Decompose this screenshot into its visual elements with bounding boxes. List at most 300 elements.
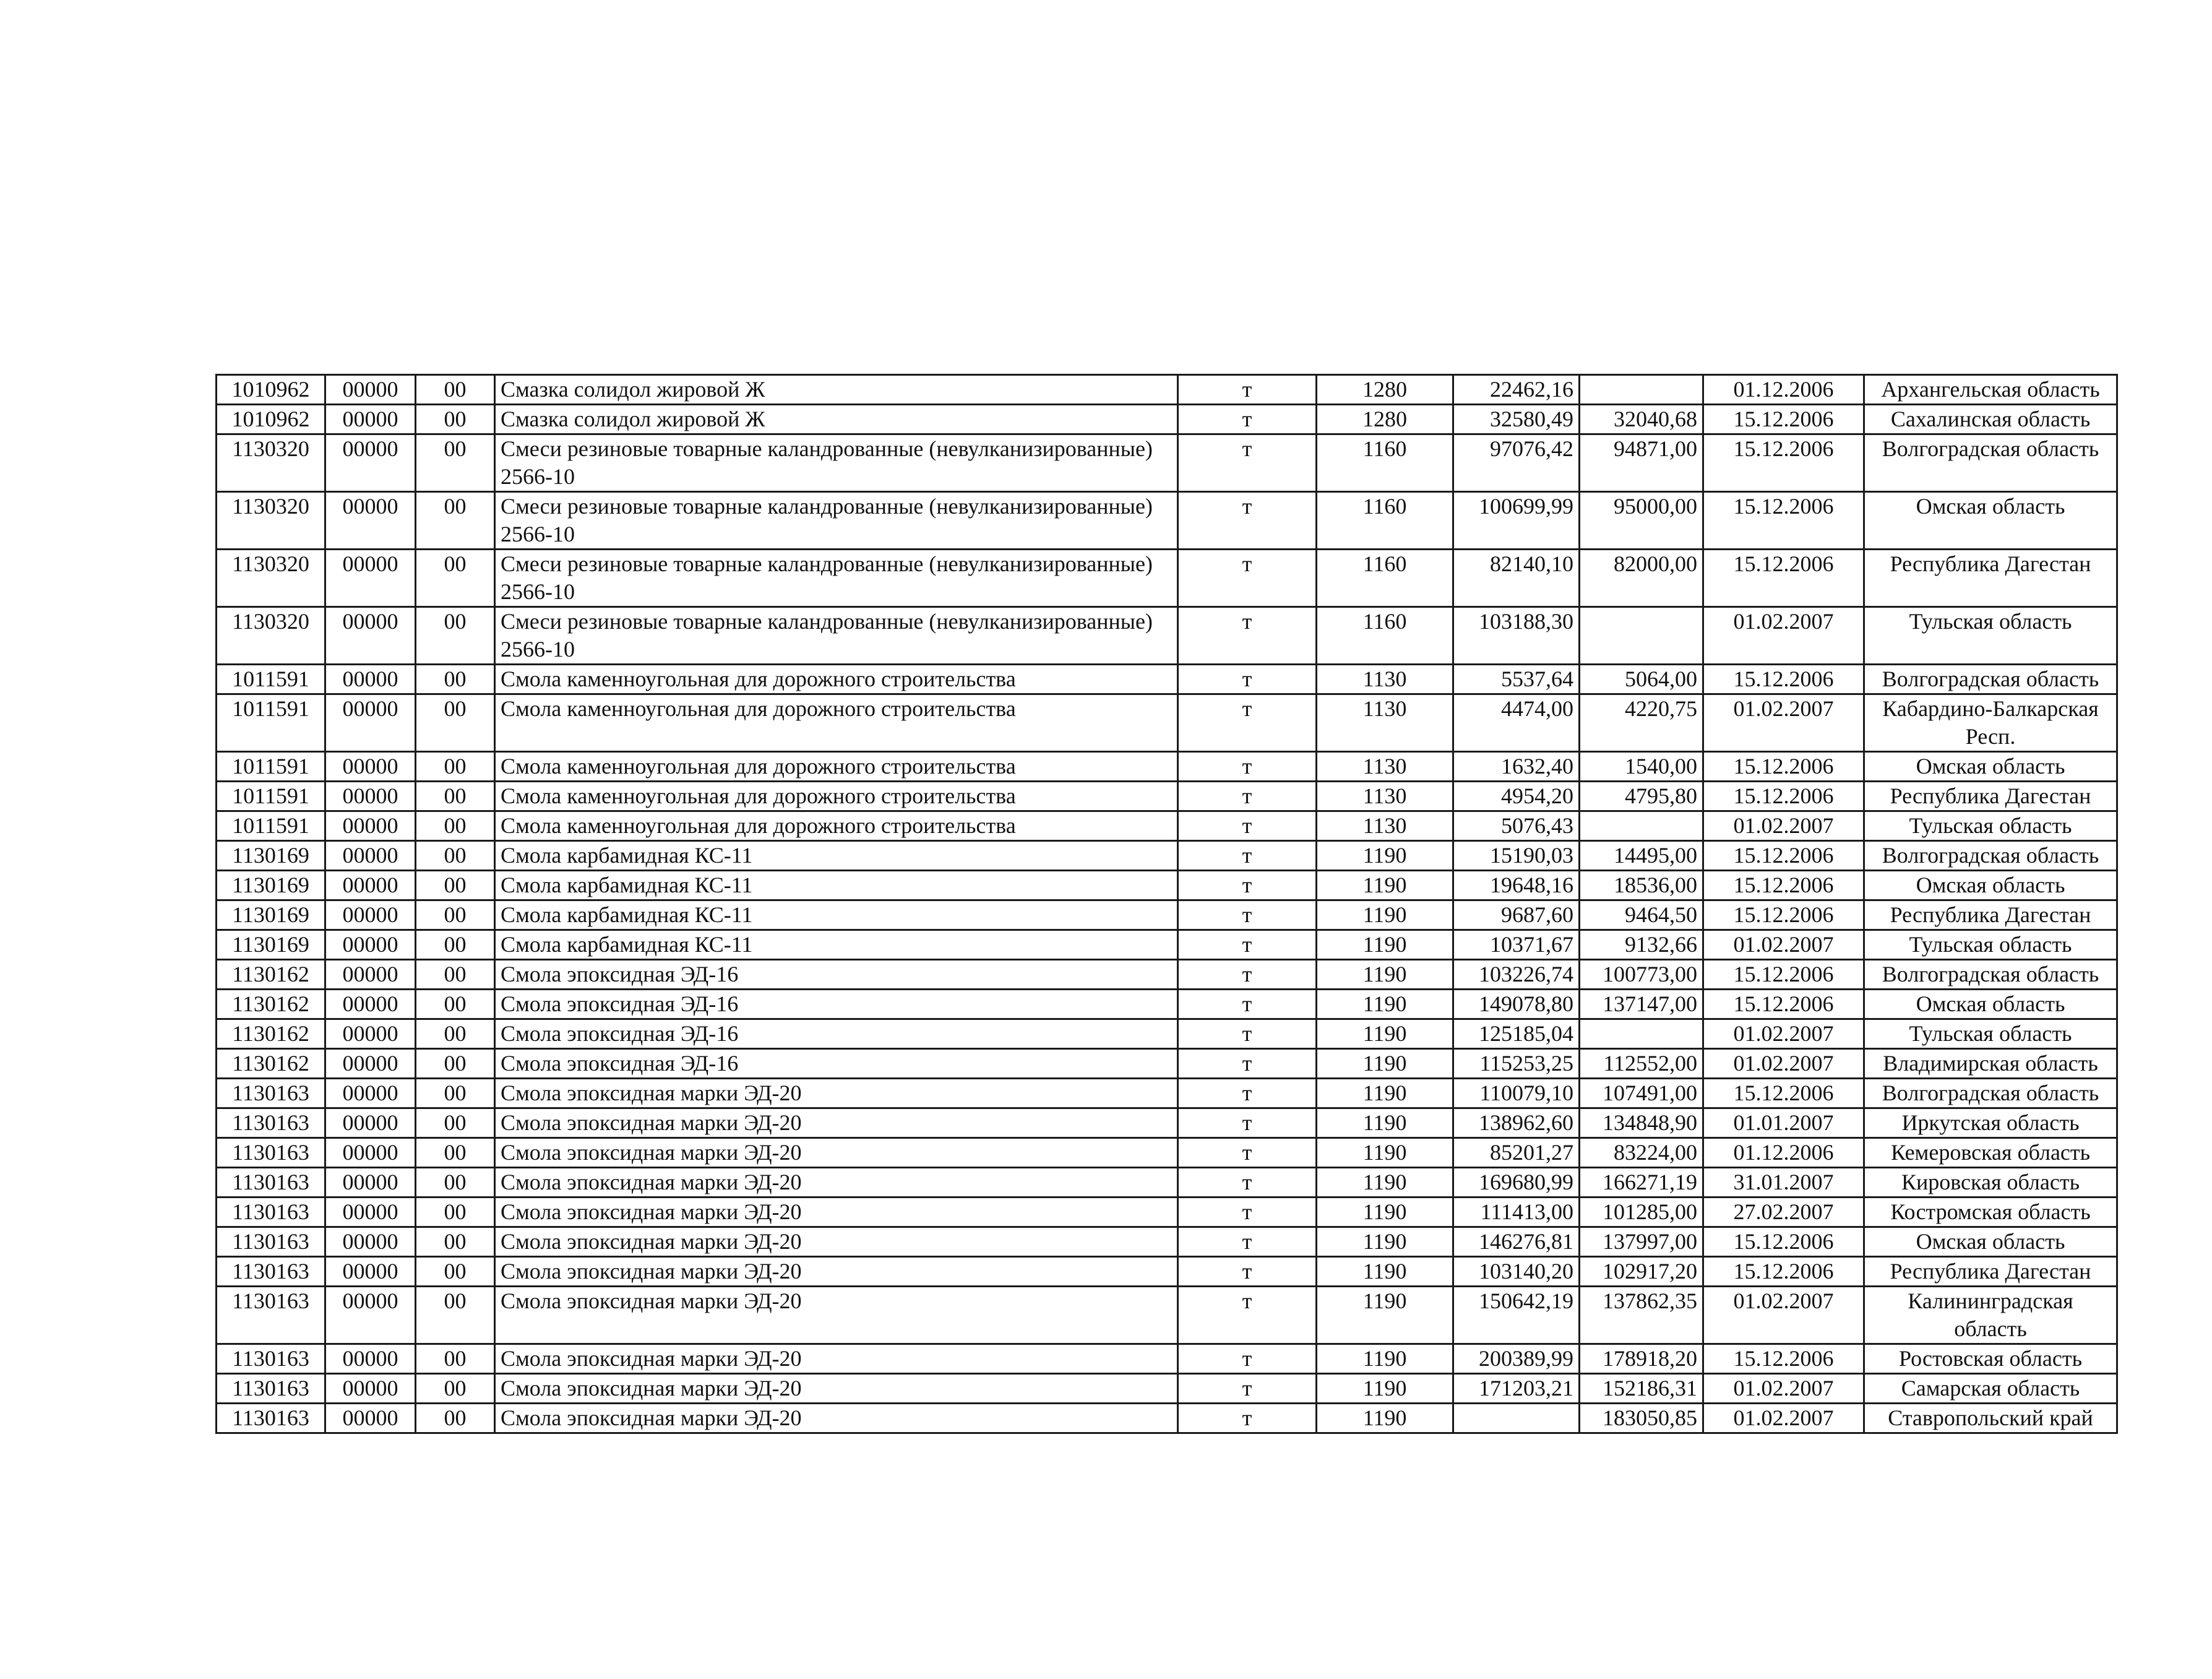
table-row bbox=[217, 1227, 2117, 1257]
product-name-cell: Смола каменноугольная для дорожного строительства bbox=[495, 752, 1178, 782]
region-cell: Ставропольский край bbox=[1864, 1404, 2117, 1433]
group-code-cell: 00 bbox=[416, 1374, 495, 1404]
table-row bbox=[217, 1049, 2117, 1079]
region-cell: Омская область bbox=[1864, 1227, 2117, 1257]
date-cell: 15.12.2006 bbox=[1703, 841, 1864, 871]
unit-cell: т bbox=[1178, 1108, 1317, 1138]
product-code-cell: 1011591 bbox=[217, 782, 325, 811]
region-cell: Республика Дагестан bbox=[1864, 900, 2117, 930]
unit-code-cell: 1190 bbox=[1317, 930, 1453, 960]
unit-cell: т bbox=[1178, 930, 1317, 960]
unit-code-cell: 1190 bbox=[1317, 1198, 1453, 1227]
sub-code-cell: 00000 bbox=[325, 1198, 416, 1227]
table-row bbox=[217, 930, 2117, 960]
date-cell: 15.12.2006 bbox=[1703, 665, 1864, 694]
price-2-cell: 100773,00 bbox=[1580, 960, 1703, 990]
date-cell: 31.01.2007 bbox=[1703, 1168, 1864, 1198]
unit-cell: т bbox=[1178, 900, 1317, 930]
unit-code-cell: 1160 bbox=[1317, 492, 1453, 550]
region-cell: Волгоградская область bbox=[1864, 434, 2117, 492]
table-row bbox=[217, 405, 2117, 434]
product-name-cell: Смеси резиновые товарные каландрованные (невулканизированные) 2566-10 bbox=[495, 607, 1178, 665]
table-row bbox=[217, 900, 2117, 930]
price-1-cell: 171203,21 bbox=[1453, 1374, 1580, 1404]
unit-code-cell: 1190 bbox=[1317, 1404, 1453, 1433]
price-2-cell: 9132,66 bbox=[1580, 930, 1703, 960]
region-cell: Костромская область bbox=[1864, 1198, 2117, 1227]
table-body bbox=[217, 375, 2117, 1433]
price-1-cell: 1632,40 bbox=[1453, 752, 1580, 782]
sub-code-cell: 00000 bbox=[325, 492, 416, 550]
price-1-cell: 32580,49 bbox=[1453, 405, 1580, 434]
price-2-cell: 5064,00 bbox=[1580, 665, 1703, 694]
unit-code-cell: 1190 bbox=[1317, 1108, 1453, 1138]
price-1-cell: 82140,10 bbox=[1453, 550, 1580, 607]
unit-cell: т bbox=[1178, 1287, 1317, 1344]
region-cell: Самарская область bbox=[1864, 1374, 2117, 1404]
price-1-cell: 169680,99 bbox=[1453, 1168, 1580, 1198]
product-name-cell: Смола эпоксидная марки ЭД-20 bbox=[495, 1227, 1178, 1257]
table-row bbox=[217, 782, 2117, 811]
unit-cell: т bbox=[1178, 434, 1317, 492]
product-name-cell: Смола эпоксидная марки ЭД-20 bbox=[495, 1374, 1178, 1404]
price-1-cell: 19648,16 bbox=[1453, 871, 1580, 900]
product-code-cell: 1130163 bbox=[217, 1257, 325, 1287]
group-code-cell: 00 bbox=[416, 811, 495, 841]
sub-code-cell: 00000 bbox=[325, 990, 416, 1019]
product-name-cell: Смола эпоксидная ЭД-16 bbox=[495, 990, 1178, 1019]
product-code-cell: 1011591 bbox=[217, 665, 325, 694]
region-cell: Кабардино-Балкарская Респ. bbox=[1864, 694, 2117, 752]
table-row bbox=[217, 607, 2117, 665]
group-code-cell: 00 bbox=[416, 434, 495, 492]
group-code-cell: 00 bbox=[416, 752, 495, 782]
date-cell: 01.12.2006 bbox=[1703, 1138, 1864, 1168]
region-cell: Волгоградская область bbox=[1864, 1079, 2117, 1108]
sub-code-cell: 00000 bbox=[325, 1168, 416, 1198]
group-code-cell: 00 bbox=[416, 990, 495, 1019]
unit-cell: т bbox=[1178, 1019, 1317, 1049]
product-code-cell: 1010962 bbox=[217, 375, 325, 405]
group-code-cell: 00 bbox=[416, 694, 495, 752]
region-cell: Республика Дагестан bbox=[1864, 782, 2117, 811]
unit-cell: т bbox=[1178, 1138, 1317, 1168]
table-row bbox=[217, 1287, 2117, 1344]
price-1-cell: 4954,20 bbox=[1453, 782, 1580, 811]
product-code-cell: 1011591 bbox=[217, 752, 325, 782]
product-code-cell: 1130320 bbox=[217, 550, 325, 607]
table-row bbox=[217, 1108, 2117, 1138]
table-row bbox=[217, 665, 2117, 694]
price-1-cell: 9687,60 bbox=[1453, 900, 1580, 930]
sub-code-cell: 00000 bbox=[325, 1138, 416, 1168]
product-code-cell: 1130163 bbox=[217, 1287, 325, 1344]
price-2-cell: 95000,00 bbox=[1580, 492, 1703, 550]
product-code-cell: 1130163 bbox=[217, 1108, 325, 1138]
product-name-cell: Смола эпоксидная марки ЭД-20 bbox=[495, 1404, 1178, 1433]
table-row bbox=[217, 1198, 2117, 1227]
group-code-cell: 00 bbox=[416, 871, 495, 900]
group-code-cell: 00 bbox=[416, 375, 495, 405]
product-name-cell: Смола карбамидная КС-11 bbox=[495, 900, 1178, 930]
unit-code-cell: 1130 bbox=[1317, 811, 1453, 841]
unit-cell: т bbox=[1178, 550, 1317, 607]
date-cell: 15.12.2006 bbox=[1703, 550, 1864, 607]
region-cell: Омская область bbox=[1864, 752, 2117, 782]
price-1-cell: 103226,74 bbox=[1453, 960, 1580, 990]
product-name-cell: Смола каменноугольная для дорожного строительства bbox=[495, 811, 1178, 841]
sub-code-cell: 00000 bbox=[325, 665, 416, 694]
product-code-cell: 1130163 bbox=[217, 1344, 325, 1374]
unit-code-cell: 1190 bbox=[1317, 900, 1453, 930]
sub-code-cell: 00000 bbox=[325, 375, 416, 405]
region-cell: Калининградская область bbox=[1864, 1287, 2117, 1344]
price-2-cell: 32040,68 bbox=[1580, 405, 1703, 434]
region-cell: Омская область bbox=[1864, 871, 2117, 900]
price-1-cell bbox=[1453, 1404, 1580, 1433]
product-code-cell: 1130163 bbox=[217, 1168, 325, 1198]
region-cell: Кемеровская область bbox=[1864, 1138, 2117, 1168]
unit-code-cell: 1190 bbox=[1317, 1079, 1453, 1108]
price-1-cell: 103140,20 bbox=[1453, 1257, 1580, 1287]
product-name-cell: Смола карбамидная КС-11 bbox=[495, 871, 1178, 900]
unit-cell: т bbox=[1178, 1198, 1317, 1227]
price-1-cell: 149078,80 bbox=[1453, 990, 1580, 1019]
group-code-cell: 00 bbox=[416, 841, 495, 871]
table-row bbox=[217, 1138, 2117, 1168]
price-2-cell: 1540,00 bbox=[1580, 752, 1703, 782]
date-cell: 15.12.2006 bbox=[1703, 990, 1864, 1019]
product-name-cell: Смола каменноугольная для дорожного строительства bbox=[495, 782, 1178, 811]
group-code-cell: 00 bbox=[416, 900, 495, 930]
sub-code-cell: 00000 bbox=[325, 1227, 416, 1257]
table-row bbox=[217, 871, 2117, 900]
unit-cell: т bbox=[1178, 1168, 1317, 1198]
price-1-cell: 138962,60 bbox=[1453, 1108, 1580, 1138]
product-name-cell: Смола каменноугольная для дорожного строительства bbox=[495, 665, 1178, 694]
price-1-cell: 22462,16 bbox=[1453, 375, 1580, 405]
group-code-cell: 00 bbox=[416, 1344, 495, 1374]
sub-code-cell: 00000 bbox=[325, 434, 416, 492]
price-1-cell: 5076,43 bbox=[1453, 811, 1580, 841]
sub-code-cell: 00000 bbox=[325, 1049, 416, 1079]
sub-code-cell: 00000 bbox=[325, 782, 416, 811]
price-2-cell: 83224,00 bbox=[1580, 1138, 1703, 1168]
product-code-cell: 1130162 bbox=[217, 990, 325, 1019]
unit-code-cell: 1130 bbox=[1317, 782, 1453, 811]
price-2-cell: 134848,90 bbox=[1580, 1108, 1703, 1138]
group-code-cell: 00 bbox=[416, 492, 495, 550]
sub-code-cell: 00000 bbox=[325, 1108, 416, 1138]
unit-code-cell: 1190 bbox=[1317, 841, 1453, 871]
price-1-cell: 10371,67 bbox=[1453, 930, 1580, 960]
date-cell: 15.12.2006 bbox=[1703, 752, 1864, 782]
product-code-cell: 1130320 bbox=[217, 434, 325, 492]
product-name-cell: Смеси резиновые товарные каландрованные (невулканизированные) 2566-10 bbox=[495, 434, 1178, 492]
price-2-cell: 18536,00 bbox=[1580, 871, 1703, 900]
product-code-cell: 1130163 bbox=[217, 1138, 325, 1168]
unit-code-cell: 1190 bbox=[1317, 1344, 1453, 1374]
group-code-cell: 00 bbox=[416, 405, 495, 434]
table-row bbox=[217, 752, 2117, 782]
date-cell: 15.12.2006 bbox=[1703, 871, 1864, 900]
product-code-cell: 1130162 bbox=[217, 960, 325, 990]
unit-code-cell: 1280 bbox=[1317, 405, 1453, 434]
date-cell: 01.02.2007 bbox=[1703, 1019, 1864, 1049]
product-name-cell: Смола эпоксидная марки ЭД-20 bbox=[495, 1257, 1178, 1287]
product-name-cell: Смола эпоксидная ЭД-16 bbox=[495, 960, 1178, 990]
date-cell: 27.02.2007 bbox=[1703, 1198, 1864, 1227]
unit-code-cell: 1160 bbox=[1317, 607, 1453, 665]
region-cell: Волгоградская область bbox=[1864, 841, 2117, 871]
unit-code-cell: 1190 bbox=[1317, 990, 1453, 1019]
price-1-cell: 146276,81 bbox=[1453, 1227, 1580, 1257]
unit-cell: т bbox=[1178, 871, 1317, 900]
sub-code-cell: 00000 bbox=[325, 752, 416, 782]
price-1-cell: 100699,99 bbox=[1453, 492, 1580, 550]
sub-code-cell: 00000 bbox=[325, 871, 416, 900]
date-cell: 01.02.2007 bbox=[1703, 694, 1864, 752]
product-code-cell: 1130162 bbox=[217, 1019, 325, 1049]
sub-code-cell: 00000 bbox=[325, 550, 416, 607]
price-2-cell: 102917,20 bbox=[1580, 1257, 1703, 1287]
date-cell: 01.01.2007 bbox=[1703, 1108, 1864, 1138]
product-code-cell: 1130169 bbox=[217, 900, 325, 930]
date-cell: 01.02.2007 bbox=[1703, 1287, 1864, 1344]
group-code-cell: 00 bbox=[416, 1079, 495, 1108]
table-row bbox=[217, 841, 2117, 871]
product-code-cell: 1011591 bbox=[217, 694, 325, 752]
region-cell: Сахалинская область bbox=[1864, 405, 2117, 434]
date-cell: 01.12.2006 bbox=[1703, 375, 1864, 405]
product-name-cell: Смола эпоксидная марки ЭД-20 bbox=[495, 1079, 1178, 1108]
unit-code-cell: 1190 bbox=[1317, 1019, 1453, 1049]
price-2-cell: 183050,85 bbox=[1580, 1404, 1703, 1433]
price-2-cell: 107491,00 bbox=[1580, 1079, 1703, 1108]
price-2-cell: 4795,80 bbox=[1580, 782, 1703, 811]
region-cell: Волгоградская область bbox=[1864, 960, 2117, 990]
table-row bbox=[217, 1374, 2117, 1404]
region-cell: Архангельская область bbox=[1864, 375, 2117, 405]
product-code-cell: 1130169 bbox=[217, 930, 325, 960]
product-name-cell: Смола эпоксидная марки ЭД-20 bbox=[495, 1108, 1178, 1138]
product-name-cell: Смола карбамидная КС-11 bbox=[495, 930, 1178, 960]
region-cell: Тульская область bbox=[1864, 930, 2117, 960]
group-code-cell: 00 bbox=[416, 1138, 495, 1168]
group-code-cell: 00 bbox=[416, 1257, 495, 1287]
unit-code-cell: 1130 bbox=[1317, 752, 1453, 782]
region-cell: Владимирская область bbox=[1864, 1049, 2117, 1079]
table-row bbox=[217, 550, 2117, 607]
price-2-cell: 82000,00 bbox=[1580, 550, 1703, 607]
sub-code-cell: 00000 bbox=[325, 1079, 416, 1108]
unit-cell: т bbox=[1178, 960, 1317, 990]
table-row bbox=[217, 1079, 2117, 1108]
product-name-cell: Смола эпоксидная ЭД-16 bbox=[495, 1019, 1178, 1049]
region-cell: Тульская область bbox=[1864, 1019, 2117, 1049]
date-cell: 01.02.2007 bbox=[1703, 1374, 1864, 1404]
product-name-cell: Смеси резиновые товарные каландрованные (невулканизированные) 2566-10 bbox=[495, 492, 1178, 550]
group-code-cell: 00 bbox=[416, 607, 495, 665]
price-1-cell: 200389,99 bbox=[1453, 1344, 1580, 1374]
unit-code-cell: 1190 bbox=[1317, 1049, 1453, 1079]
sub-code-cell: 00000 bbox=[325, 811, 416, 841]
date-cell: 15.12.2006 bbox=[1703, 782, 1864, 811]
product-code-cell: 1130169 bbox=[217, 841, 325, 871]
date-cell: 15.12.2006 bbox=[1703, 900, 1864, 930]
table-row bbox=[217, 1019, 2117, 1049]
table-row bbox=[217, 990, 2117, 1019]
group-code-cell: 00 bbox=[416, 1108, 495, 1138]
date-cell: 15.12.2006 bbox=[1703, 434, 1864, 492]
group-code-cell: 00 bbox=[416, 1404, 495, 1433]
product-code-cell: 1130162 bbox=[217, 1049, 325, 1079]
price-1-cell: 115253,25 bbox=[1453, 1049, 1580, 1079]
group-code-cell: 00 bbox=[416, 782, 495, 811]
date-cell: 01.02.2007 bbox=[1703, 607, 1864, 665]
unit-cell: т bbox=[1178, 1374, 1317, 1404]
product-name-cell: Смола эпоксидная марки ЭД-20 bbox=[495, 1344, 1178, 1374]
sub-code-cell: 00000 bbox=[325, 841, 416, 871]
group-code-cell: 00 bbox=[416, 960, 495, 990]
sub-code-cell: 00000 bbox=[325, 1344, 416, 1374]
date-cell: 15.12.2006 bbox=[1703, 1227, 1864, 1257]
date-cell: 15.12.2006 bbox=[1703, 960, 1864, 990]
price-1-cell: 85201,27 bbox=[1453, 1138, 1580, 1168]
unit-cell: т bbox=[1178, 405, 1317, 434]
unit-cell: т bbox=[1178, 607, 1317, 665]
price-2-cell: 178918,20 bbox=[1580, 1344, 1703, 1374]
table-row bbox=[217, 1257, 2117, 1287]
product-code-cell: 1130163 bbox=[217, 1374, 325, 1404]
region-cell: Республика Дагестан bbox=[1864, 1257, 2117, 1287]
product-code-cell: 1011591 bbox=[217, 811, 325, 841]
sub-code-cell: 00000 bbox=[325, 900, 416, 930]
price-1-cell: 5537,64 bbox=[1453, 665, 1580, 694]
sub-code-cell: 00000 bbox=[325, 1374, 416, 1404]
unit-cell: т bbox=[1178, 694, 1317, 752]
unit-code-cell: 1190 bbox=[1317, 1227, 1453, 1257]
group-code-cell: 00 bbox=[416, 1227, 495, 1257]
date-cell: 15.12.2006 bbox=[1703, 1079, 1864, 1108]
price-2-cell bbox=[1580, 607, 1703, 665]
price-2-cell: 137997,00 bbox=[1580, 1227, 1703, 1257]
unit-code-cell: 1190 bbox=[1317, 1257, 1453, 1287]
group-code-cell: 00 bbox=[416, 550, 495, 607]
unit-code-cell: 1130 bbox=[1317, 665, 1453, 694]
unit-cell: т bbox=[1178, 492, 1317, 550]
unit-code-cell: 1190 bbox=[1317, 960, 1453, 990]
price-2-cell: 9464,50 bbox=[1580, 900, 1703, 930]
unit-code-cell: 1280 bbox=[1317, 375, 1453, 405]
unit-code-cell: 1190 bbox=[1317, 871, 1453, 900]
table-row bbox=[217, 811, 2117, 841]
table-row bbox=[217, 375, 2117, 405]
price-2-cell: 137147,00 bbox=[1580, 990, 1703, 1019]
date-cell: 15.12.2006 bbox=[1703, 492, 1864, 550]
unit-code-cell: 1190 bbox=[1317, 1287, 1453, 1344]
product-name-cell: Смола карбамидная КС-11 bbox=[495, 841, 1178, 871]
price-2-cell: 4220,75 bbox=[1580, 694, 1703, 752]
table-row bbox=[217, 1404, 2117, 1433]
product-name-cell: Смеси резиновые товарные каландрованные (невулканизированные) 2566-10 bbox=[495, 550, 1178, 607]
product-code-cell: 1010962 bbox=[217, 405, 325, 434]
group-code-cell: 00 bbox=[416, 1049, 495, 1079]
unit-cell: т bbox=[1178, 782, 1317, 811]
unit-cell: т bbox=[1178, 1079, 1317, 1108]
product-name-cell: Смола эпоксидная ЭД-16 bbox=[495, 1049, 1178, 1079]
table-row bbox=[217, 434, 2117, 492]
date-cell: 01.02.2007 bbox=[1703, 1049, 1864, 1079]
region-cell: Республика Дагестан bbox=[1864, 550, 2117, 607]
table-row bbox=[217, 1168, 2117, 1198]
unit-cell: т bbox=[1178, 1227, 1317, 1257]
region-cell: Тульская область bbox=[1864, 607, 2117, 665]
product-name-cell: Смола каменноугольная для дорожного строительства bbox=[495, 694, 1178, 752]
unit-code-cell: 1190 bbox=[1317, 1138, 1453, 1168]
sub-code-cell: 00000 bbox=[325, 1257, 416, 1287]
price-2-cell: 166271,19 bbox=[1580, 1168, 1703, 1198]
price-2-cell bbox=[1580, 811, 1703, 841]
price-2-cell: 101285,00 bbox=[1580, 1198, 1703, 1227]
unit-code-cell: 1190 bbox=[1317, 1168, 1453, 1198]
group-code-cell: 00 bbox=[416, 665, 495, 694]
price-2-cell: 112552,00 bbox=[1580, 1049, 1703, 1079]
sub-code-cell: 00000 bbox=[325, 1404, 416, 1433]
product-name-cell: Смазка солидол жировой Ж bbox=[495, 375, 1178, 405]
price-2-cell bbox=[1580, 1019, 1703, 1049]
product-code-cell: 1130163 bbox=[217, 1227, 325, 1257]
product-name-cell: Смола эпоксидная марки ЭД-20 bbox=[495, 1198, 1178, 1227]
unit-cell: т bbox=[1178, 841, 1317, 871]
unit-code-cell: 1190 bbox=[1317, 1374, 1453, 1404]
price-1-cell: 4474,00 bbox=[1453, 694, 1580, 752]
price-1-cell: 15190,03 bbox=[1453, 841, 1580, 871]
date-cell: 01.02.2007 bbox=[1703, 930, 1864, 960]
unit-cell: т bbox=[1178, 990, 1317, 1019]
product-code-cell: 1130320 bbox=[217, 607, 325, 665]
product-code-cell: 1130163 bbox=[217, 1404, 325, 1433]
price-1-cell: 150642,19 bbox=[1453, 1287, 1580, 1344]
region-cell: Омская область bbox=[1864, 990, 2117, 1019]
table-row bbox=[217, 960, 2117, 990]
product-code-cell: 1130163 bbox=[217, 1198, 325, 1227]
sub-code-cell: 00000 bbox=[325, 1287, 416, 1344]
unit-cell: т bbox=[1178, 1257, 1317, 1287]
price-1-cell: 97076,42 bbox=[1453, 434, 1580, 492]
product-name-cell: Смола эпоксидная марки ЭД-20 bbox=[495, 1138, 1178, 1168]
price-1-cell: 103188,30 bbox=[1453, 607, 1580, 665]
price-1-cell: 111413,00 bbox=[1453, 1198, 1580, 1227]
table-row bbox=[217, 694, 2117, 752]
sub-code-cell: 00000 bbox=[325, 607, 416, 665]
sub-code-cell: 00000 bbox=[325, 930, 416, 960]
product-name-cell: Смазка солидол жировой Ж bbox=[495, 405, 1178, 434]
unit-code-cell: 1160 bbox=[1317, 434, 1453, 492]
region-cell: Волгоградская область bbox=[1864, 665, 2117, 694]
region-cell: Кировская область bbox=[1864, 1168, 2117, 1198]
price-1-cell: 125185,04 bbox=[1453, 1019, 1580, 1049]
unit-cell: т bbox=[1178, 1404, 1317, 1433]
group-code-cell: 00 bbox=[416, 1019, 495, 1049]
date-cell: 01.02.2007 bbox=[1703, 1404, 1864, 1433]
region-cell: Ростовская область bbox=[1864, 1344, 2117, 1374]
unit-code-cell: 1130 bbox=[1317, 694, 1453, 752]
sub-code-cell: 00000 bbox=[325, 1019, 416, 1049]
product-code-cell: 1130320 bbox=[217, 492, 325, 550]
unit-cell: т bbox=[1178, 1049, 1317, 1079]
unit-cell: т bbox=[1178, 811, 1317, 841]
